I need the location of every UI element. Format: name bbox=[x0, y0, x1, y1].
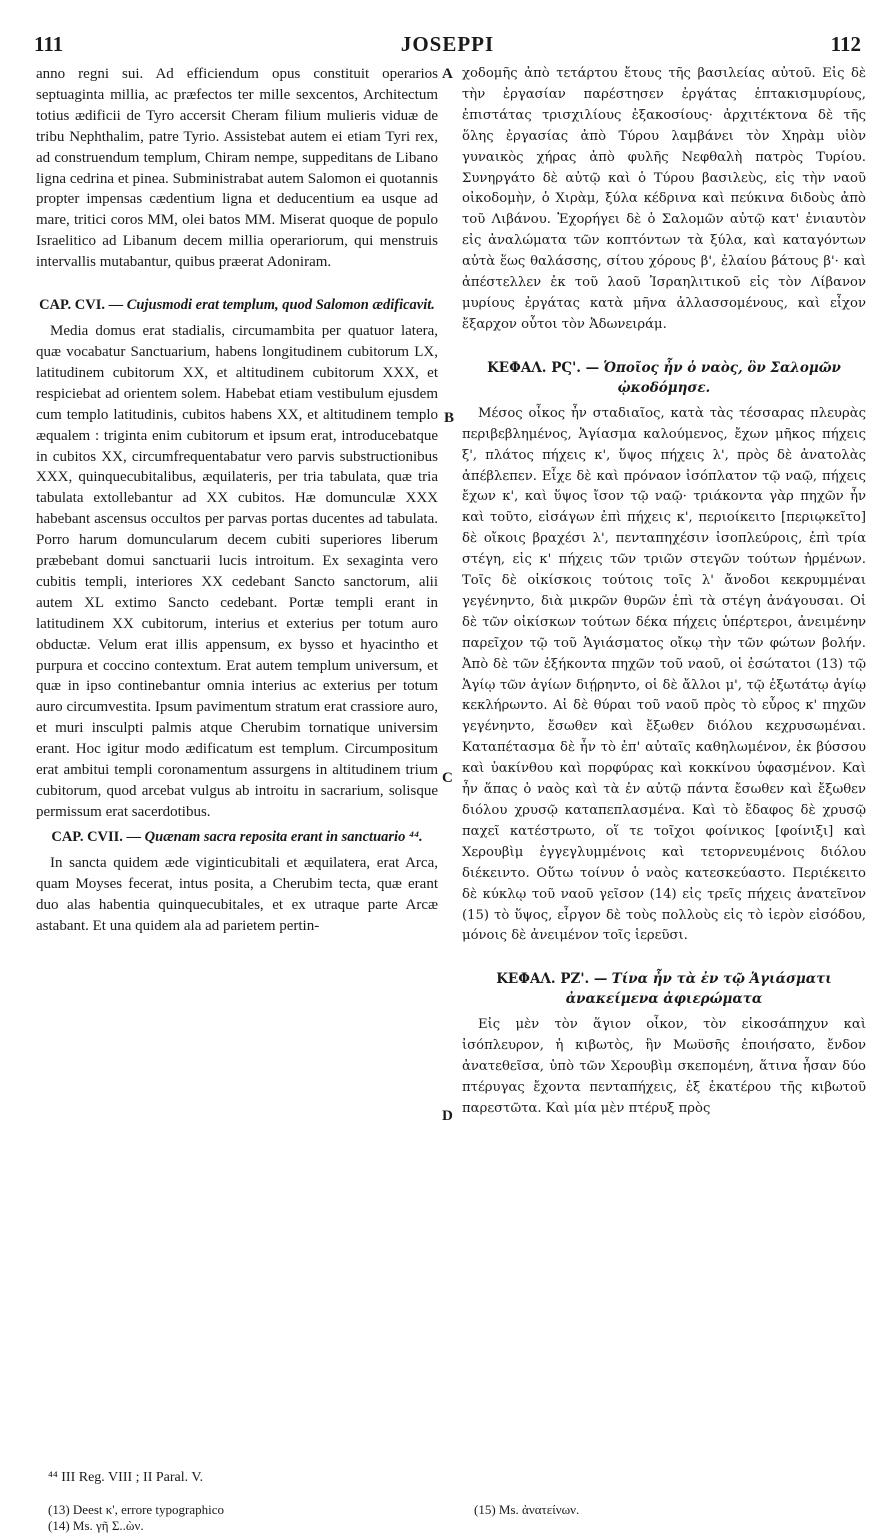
margin-letter-d: D bbox=[442, 1108, 453, 1124]
latin-chapter-106-number: CAP. CVI. — bbox=[39, 297, 124, 314]
margin-letter-c: C bbox=[442, 770, 453, 786]
greek-chapter-106-title: Ὁποῖος ἦν ὁ ναὸς, ὃν Σαλομῶν ᾠκοδόμησε. bbox=[603, 359, 841, 396]
greek-paragraph-2: Μέσος οἶκος ἦν σταδιαῖος, κατὰ τὰς τέσσαρας πλευρὰς περιβεβλημένος, Ἁγίασμα καλούμενος, ἔχων μῆκος πήχεις ξ', πλάτος πήχεις κ', ὕψος πήχεις λ', πρὸς δὲ ἀνατολὰς ἀπέβλεπεν. Εἶχε δὲ καὶ πρόναον ἰσόπλατον τῷ ναῷ, πήχεις ἔχων κ', καὶ ὕψος ἴσον τῷ ναῷ· τριάκοντα γὰρ πηχῶν ἦν καὶ τοῦτο, εἰσάγων ἐπὶ πήχεις κ', περιοίκειτο [περιῳκεῖτο] δὲ οἴκοις βραχέσι λ', πενταπηχέσιν ἰσοπλεύροις, ἐπὶ τρία στέγη, εἰς κ' πήχεις τῶν τριῶν στεγῶν τούτων ἠρμένων. Τοῖς δὲ οἰκίσκοις τούτοις τοῖς λ' ἄνοδοι κεκρυμμέναι γεγένηντο, διὰ μικρῶν θυρῶν ἐπὶ τὰ στέγη ἀνάγουσαι. Οἱ δὲ τῶν οἰκίσκων τούτων δέκα πήχεις ὑπέρτεροι, ἀνειμένην παρεῖχον τῷ τοῦ Ἁγιάσματος οἴκῳ τὴν τῶν φώτων βολήν. Ἀπὸ δὲ τῶν ἑξήκοντα πηχῶν τοῦ ναοῦ, οἱ ἐσώτατοι (13) τῷ Ἁγίῳ τῶν ἁγίων διῄρηντο, οἱ δὲ ἄλλοι μ', τῷ ἐξωτάτῳ ἁγίῳ κεκλήρωντο. Αἱ δὲ θύραι τοῦ ναοῦ πρὸς τὸ εὖρος κ' πηχῶν γεγένηντο, ἔσωθεν καὶ ἔξωθεν διόλου κεχρυσωμέναι. Καταπέτασμα δὲ ἦν τὸ ἐπ' αὐταῖς καθηλωμένον, ἐκ βύσσου καὶ ὑακίνθου καὶ πορφύρας καὶ κοκκίνου ὑφασμένον. Καὶ ἦν ἅπας ὁ ναὸς καὶ τὰ ἐν αὐτῷ πάντα ἔσωθεν καὶ ἔξωθεν διόλου χρυσῷ καταπεπλασμένα. Καὶ τὸ ἔδαφος δὲ χρυσῷ παχεῖ κατέστρωτο, οἵ τε τοῖχοι φοίνικος [φοίνιξι] καὶ Χερουβὶμ ἐγγεγλυμμένοις καὶ τετορνευμένοις διόλου διέκειντο. Οὕτω τοίνυν ὁ ναὸς κατεσκεύαστο. Περιέκειτο δὲ κύκλῳ τοῦ ναοῦ γεῖσον (14) εἰς τρεῖς πήχεις ἀνατεῖνον (15) τὸ ὕψος, εἶργον δὲ τοὺς πολλοὺς εἰς τὸ ἱερὸν εἰσόδου, μόνοις δὲ ἀνειμένον τοῖς ἱερεῦσι. bbox=[462, 405, 866, 944]
footnote-14: (14) Ms. γῆ Σ..ὼν. bbox=[48, 1518, 144, 1533]
latin-chapter-107-number: CAP. CVII. — bbox=[51, 828, 142, 845]
greek-chapter-107-title: Τίνα ἦν τὰ ἐν τῷ Ἁγιάσματι ἀνακείμενα ἀφιερώματα bbox=[565, 971, 832, 1008]
latin-chapter-106-title: Cujusmodi erat templum, quod Salomon ædificavit. bbox=[126, 297, 435, 314]
page-header bbox=[34, 32, 861, 62]
left-page-number: 111 bbox=[34, 32, 64, 56]
greek-chapter-106-number: ΚΕΦΑΛ. ΡϚ'. — bbox=[487, 359, 600, 376]
margin-letter-a: A bbox=[442, 66, 453, 82]
latin-chapter-107-heading bbox=[36, 827, 438, 847]
running-title: JOSEPPI bbox=[400, 32, 495, 56]
greek-chapter-107-heading bbox=[462, 969, 866, 1009]
greek-chapter-106-heading bbox=[462, 358, 866, 398]
footnote-15: (15) Ms. ἀνατείνων. bbox=[474, 1502, 580, 1517]
footnote-13: (13) Deest κ', errore typographico bbox=[48, 1502, 225, 1517]
greek-paragraph-3: Εἰς μὲν τὸν ἅγιον οἶκον, τὸν εἰκοσάπηχυν καὶ ἰσόπλευρον, ἡ κιβωτὸς, ἣν Μωϋσῆς ἐποιήσατο, ἔνδον ἀνατεθεῖσα, ὑπὸ τῶν Χερουβὶμ σκεπομένη, ἅτινα ἦσαν δύο πτέρυγας ἔχοντα πενταπήχεις, ἐξ ἑκατέρου τῆς κιβωτοῦ παρεστῶτα. Καὶ μία μὲν πτέρυξ πρὸς bbox=[462, 1017, 866, 1116]
margin-letter-b: B bbox=[444, 410, 455, 426]
latin-chapter-106-heading bbox=[36, 295, 438, 315]
latin-paragraph-2: Media domus erat stadialis, circumambita per quatuor latera, quæ vocabatur Sanctuarium, habens longitudinem cubitorum LX, latitudinem cubitorum XX, et altitudinem cubitorum XXX, et respiciebat ad orientem solem. Habebat etiam vestibulum ejusdem cum templo latitudinis, cubitos habens XX, et altitudinem templo æqualem : triginta enim cubitorum et ipsum erat, introducebatque in cubitos XX, circumfrequentabatur vero parvis substructionibus XXX, quinquecubitalibus, æquilateris, per tria tabulata, quæ tria tabulata extollebantur ad XX cubitos. Hæ domunculæ XXX habebant ascensus occultos per parvas portas ducentes ad tabulata. Porro harum domuncularum decem cubiti superiores liberum præbebant domui sanctuarii lucis introitum. Ex sexaginta vero cubitis templi, interiores XX cedebant Sancto sanctorum, alii autem XL extimo Sancto cedebant. Portæ templi erant in latitudinem XX cubitorum, interius et exterius per totum auro obductæ. Velum erat illis appensum, ex bysso et hyacintho et purpura et coccino contextum. Erat autem templum universum, et quæ in ipso continebantur omnia interius ac exterius per totum auro circumvestita. Ipsum pavimentum stratum erat crassiore auro, et muri insculpti palmis atque Cherubim tornatique universim erant. Hoc igitur modo ædificatum est templum. Circumpositum erat ambitui templi coronamentum assurgens in altitudinem trium cubitorum, quod arcebat vulgus ab introitu in sacrarium, solisque permissum erat sacerdotibus. bbox=[36, 323, 438, 820]
latin-chapter-107-title: Quænam sacra reposita erant in sanctuario ⁴⁴. bbox=[144, 828, 423, 845]
latin-column bbox=[36, 64, 438, 936]
greek-paragraph-1: χοδομῆς ἀπὸ τετάρτου ἔτους τῆς βασιλείας αὐτοῦ. Εἰς δὲ τὴν ἐργασίαν παρέστησεν ἐργάτας ἑπτακισμυρίους, ἐπιστάτας τρισχιλίους ἑξακοσίους· ἀρχιτέκτονα δὲ τῆς ὅλης ἐργασίας ἀπὸ Τύρου λαμβάνει τὸν Χηρὰμ υἱὸν γυναικὸς χήρας ἀπὸ φυλῆς Νεφθαλὴ πατρὸς Τυρίου. Συνηργάτο δὲ αὐτῷ καὶ ὁ Τύρου βασιλεὺς, εἰς τὴν ναοῦ οἰκοδομὴν, ὁ Χιρὰμ, ξύλα κέδρινα καὶ πεύκινα διδοὺς ἀπὸ τοῦ Λιβάνου. Ἐχορήγει δὲ ὁ Σαλομῶν αὐτῷ κατ' ἐνιαυτὸν εἰς ἀναλώματα τῶν κοπτόντων τὰ ξύλα, καὶ καταγόντων αὐτὰ ἕως θαλάσσης, σίτου χόρους β', ἐλαίου βάτους β'· καὶ ἀπέστελλεν ἐκ τοῦ λαοῦ Ἰσραηλιτικοῦ εἰς τὸν Λίβανον μυρίους ἐργάτας κατὰ μῆνα ἀλλασσομένους, καὶ εἶχον ἔξαρχον οὗτοι τὸν Ἀδωνειράμ. bbox=[462, 66, 866, 332]
latin-paragraph-3: In sancta quidem æde viginticubitali et æquilatera, erat Arca, quam Moyses fecerat, intus posita, a Cherubim tecta, quæ erant duo alas habentia quinquecubitales, et ex utraque parte Arcæ astabant. Et una quidem ala ad parietem pertin- bbox=[36, 854, 438, 934]
footnote-ref-44: ⁴⁴ III Reg. VIII ; II Paral. V. bbox=[48, 1470, 204, 1485]
right-page-number: 112 bbox=[830, 32, 861, 56]
greek-column bbox=[462, 64, 866, 1120]
latin-paragraph-1: anno regni sui. Ad efficiendum opus constituit operarios septuaginta millia, ac præfectos ter mille sexcentos, Architectum totius ædificii de Tyro accersit Cheram filium mulieris viduæ de tribu Nephthalim, patre Tyrio. Assistebat autem ei etiam Tyri rex, ad construendum templum, Chiram nempe, suppeditans de Libano ligna cedrina et pinea. Subministrabat autem Salomon ei quotannis propter impensas cædentium ligna et deducentium ea usque ad mare, tritici coros MM, olei batos MM. Miserat quoque de populo Israelitico ad Libanum decem millia operariorum, qui menstruis intervallis mutabantur, quibus præerat Adoniram. bbox=[36, 66, 438, 271]
greek-chapter-107-number: ΚΕΦΑΛ. ΡΖ'. — bbox=[496, 971, 608, 988]
